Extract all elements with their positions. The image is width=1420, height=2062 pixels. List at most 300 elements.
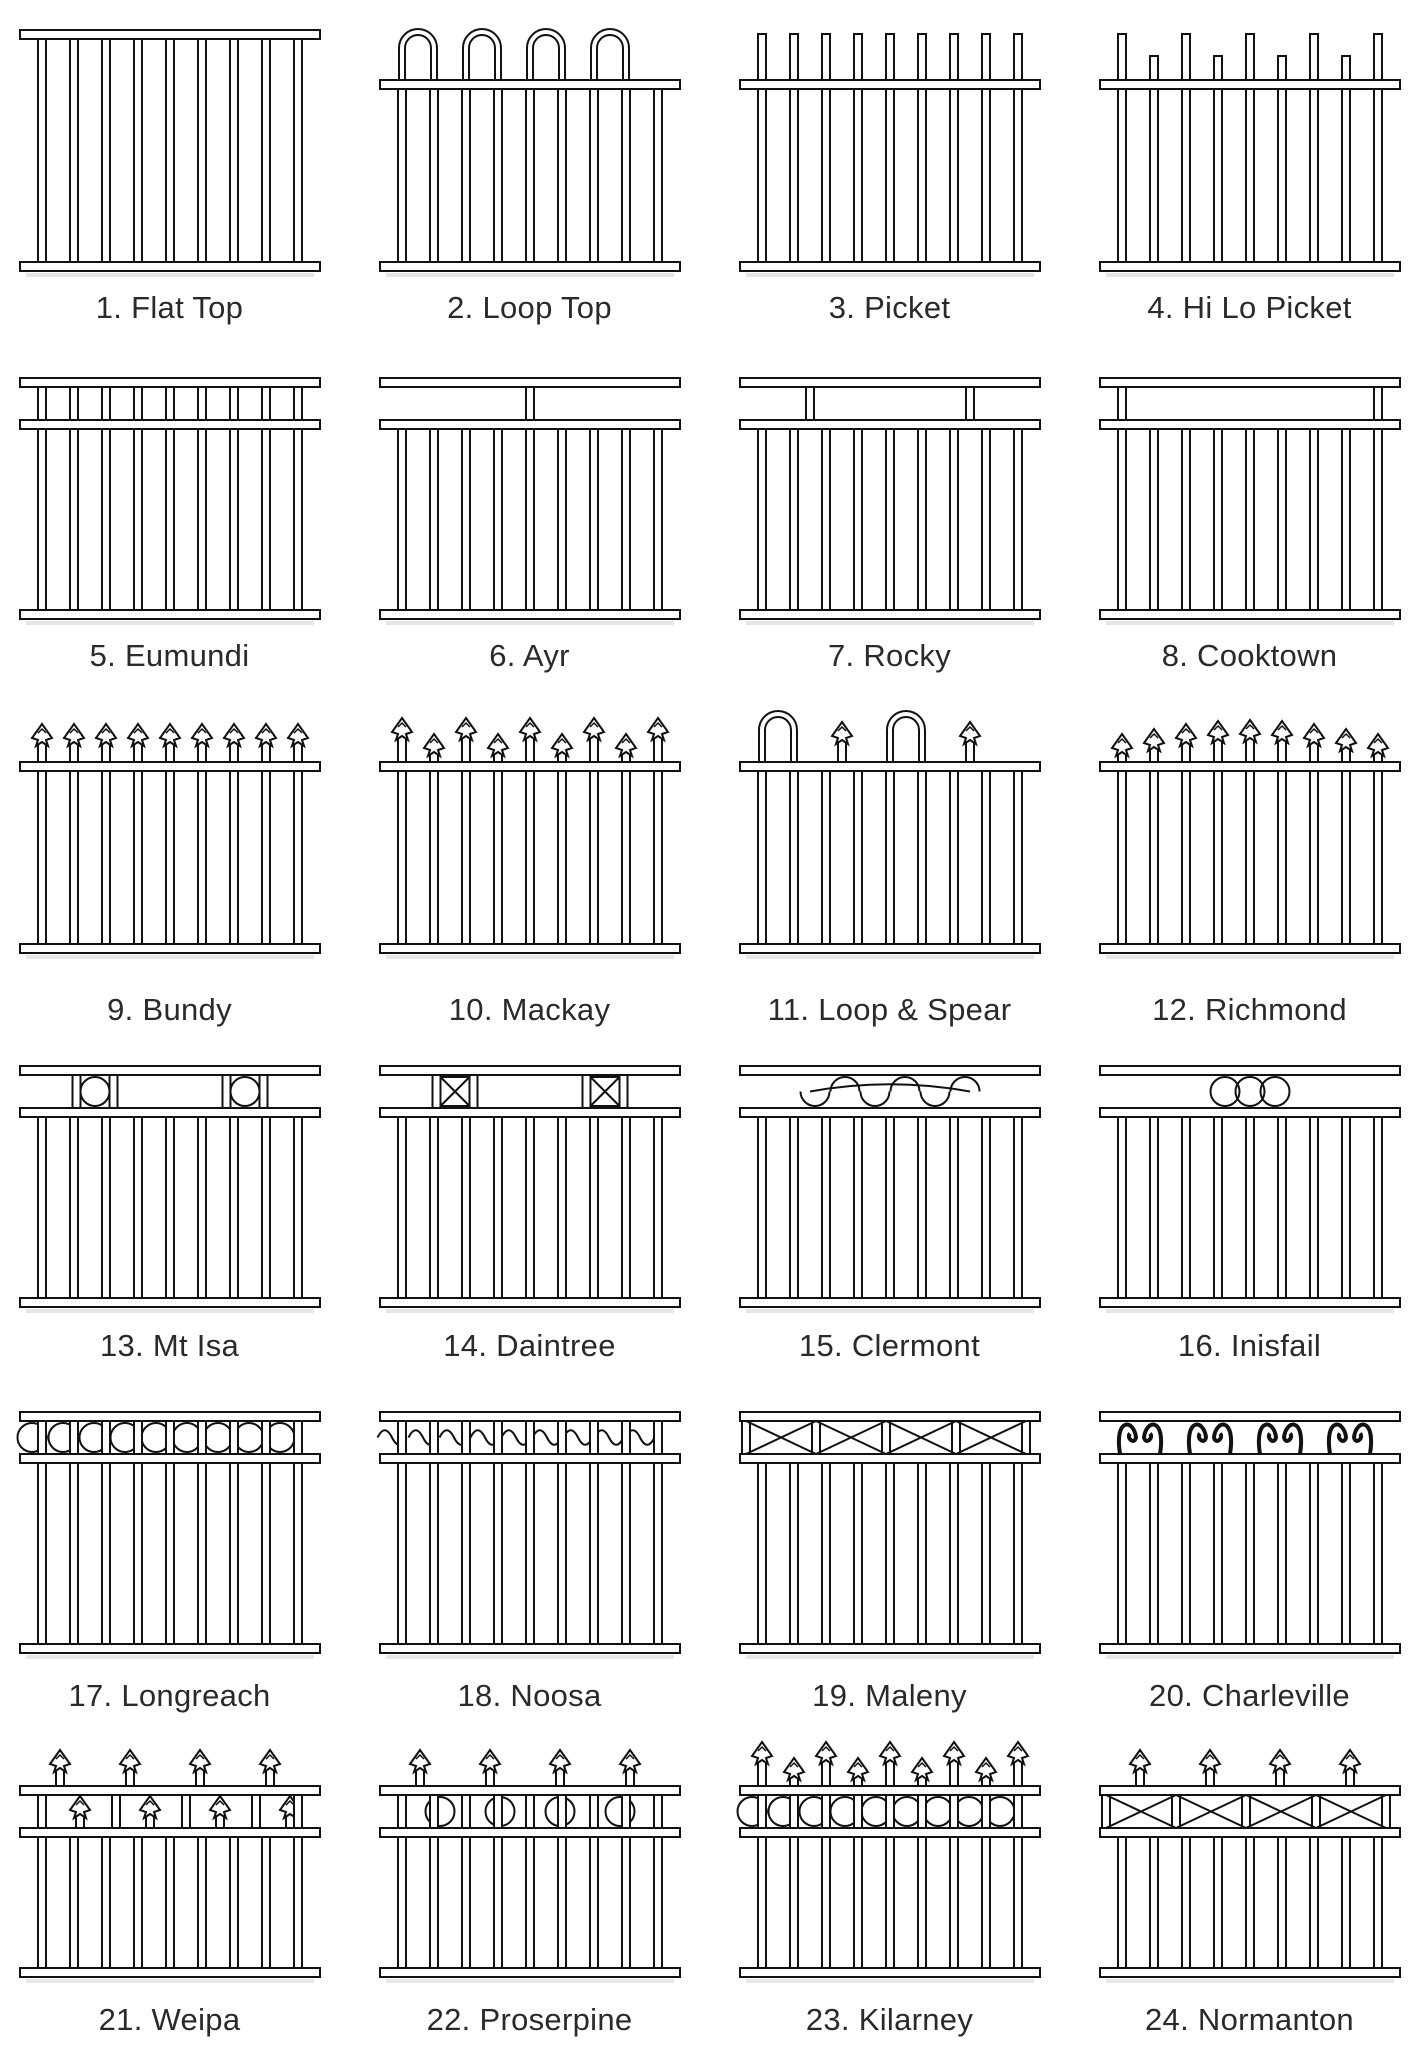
picket: [854, 1463, 862, 1644]
band-post: [470, 1075, 478, 1108]
mid-rail: [380, 1454, 680, 1463]
ring-ornament: [204, 1423, 233, 1452]
picket: [1182, 771, 1190, 944]
picket: [590, 1117, 598, 1298]
band-post: [260, 1075, 268, 1108]
picket: [1014, 1837, 1022, 1968]
picket-top: [822, 34, 830, 80]
spear-finial-icon: [832, 722, 852, 744]
band-post: [1374, 387, 1382, 420]
picket: [430, 1463, 438, 1644]
picket: [1150, 1117, 1158, 1298]
spear-finial-icon: [976, 1758, 996, 1780]
fence-style-8-drawing: [1100, 378, 1400, 638]
picket: [558, 429, 566, 610]
fence-style-6-drawing: [380, 378, 680, 638]
picket: [462, 429, 470, 610]
picket: [1278, 89, 1286, 262]
fence-style-16: [1072, 1066, 1420, 1388]
spear-finial-icon: [480, 1750, 500, 1772]
picket: [822, 1463, 830, 1644]
top-rail: [20, 1066, 320, 1075]
picket: [982, 1463, 990, 1644]
picket: [790, 429, 798, 610]
band-post: [558, 1421, 566, 1454]
picket: [1150, 89, 1158, 262]
spear-finial-icon: [1144, 729, 1164, 751]
x-ornament: [1106, 1795, 1176, 1828]
picket: [950, 1837, 958, 1968]
picket: [654, 1837, 662, 1968]
band-post: [1172, 1795, 1180, 1828]
fence-style-22: [352, 1736, 707, 2062]
bottom-rail: [20, 1968, 320, 1977]
curl-ornament: [1214, 1425, 1231, 1454]
top-rail: [380, 762, 680, 771]
picket: [1118, 771, 1126, 944]
bottom-rail: [1100, 944, 1400, 953]
top-rail: [20, 1412, 320, 1421]
spear-finial-icon: [424, 734, 444, 756]
picket: [1214, 89, 1222, 262]
picket: [622, 89, 630, 262]
picket: [822, 771, 830, 944]
picket: [1182, 1837, 1190, 1968]
picket: [918, 89, 926, 262]
fence-style-23: [712, 1736, 1067, 2062]
picket: [38, 39, 46, 262]
bottom-rail: [380, 944, 680, 953]
picket: [398, 1463, 406, 1644]
band-post: [198, 1421, 206, 1454]
bottom-rail: [740, 1968, 1040, 1977]
picket: [1118, 1117, 1126, 1298]
ring-ornament: [231, 1077, 260, 1106]
band-post: [294, 387, 302, 420]
picket: [1374, 771, 1382, 944]
picket: [590, 89, 598, 262]
picket: [558, 1463, 566, 1644]
picket: [1118, 89, 1126, 262]
picket: [526, 429, 534, 610]
band-post: [73, 1075, 81, 1108]
picket: [166, 39, 174, 262]
finial-stem: [838, 740, 846, 762]
spear-finial-icon: [944, 1742, 964, 1764]
fence-style-11-drawing: [740, 712, 1040, 972]
picket: [494, 1837, 502, 1968]
top-rail: [20, 30, 320, 39]
band-post: [182, 1795, 190, 1828]
picket: [886, 89, 894, 262]
fence-style-24-drawing: [1100, 1736, 1400, 1996]
spear-finial-icon: [410, 1750, 430, 1772]
picket: [166, 1117, 174, 1298]
picket: [294, 1463, 302, 1644]
spear-finial-icon: [488, 734, 508, 756]
picket: [398, 1117, 406, 1298]
band-post: [790, 1795, 798, 1828]
finial-stem: [654, 736, 662, 762]
picket: [398, 1837, 406, 1968]
band-post: [1118, 387, 1126, 420]
mid-rail: [1100, 1454, 1400, 1463]
spear-finial-icon: [848, 1758, 868, 1780]
spear-finial-icon: [1368, 734, 1388, 756]
band-post: [1382, 1795, 1390, 1828]
ground-shadow: [26, 1309, 314, 1313]
picket: [918, 1837, 926, 1968]
picket: [294, 429, 302, 610]
bottom-rail: [380, 1644, 680, 1653]
picket: [758, 89, 766, 262]
band-post: [494, 1795, 502, 1828]
mid-rail: [740, 420, 1040, 429]
mid-rail: [740, 1828, 1040, 1837]
picket: [918, 1117, 926, 1298]
band-post: [1014, 1795, 1022, 1828]
loop-top-inner: [530, 32, 562, 80]
picket: [262, 1837, 270, 1968]
picket: [622, 1837, 630, 1968]
band-post: [223, 1075, 231, 1108]
wave-ornament: [564, 1430, 593, 1445]
finial-stem: [822, 1760, 830, 1786]
spear-finial-icon: [1272, 721, 1292, 743]
cross-ornament: [441, 1077, 470, 1106]
band-post: [70, 387, 78, 420]
picket: [70, 1837, 78, 1968]
picket: [134, 39, 142, 262]
picket: [134, 1837, 142, 1968]
band-post: [430, 1795, 438, 1828]
picket: [1014, 1463, 1022, 1644]
spear-finial-icon: [1240, 720, 1260, 742]
band-post: [134, 1421, 142, 1454]
picket: [1214, 429, 1222, 610]
picket: [1150, 1463, 1158, 1644]
band-post: [262, 1421, 270, 1454]
picket: [622, 1117, 630, 1298]
spear-finial-icon: [1208, 721, 1228, 743]
picket: [1310, 771, 1318, 944]
finial-stem: [886, 1760, 894, 1786]
band-post: [38, 1795, 46, 1828]
picket-top: [1118, 34, 1126, 80]
picket: [70, 1117, 78, 1298]
fence-style-9-drawing: [20, 712, 320, 972]
picket: [430, 771, 438, 944]
spear-finial-icon: [140, 1796, 160, 1818]
picket: [1214, 1463, 1222, 1644]
fence-style-12-label: 12. Richmond: [1152, 992, 1347, 1027]
curl-ornament: [1189, 1425, 1206, 1454]
picket: [758, 429, 766, 610]
band-post: [112, 1795, 120, 1828]
fence-style-5-drawing: [20, 378, 320, 638]
picket: [1310, 429, 1318, 610]
picket: [294, 39, 302, 262]
picket: [1014, 89, 1022, 262]
fence-style-4: [1072, 30, 1420, 350]
ground-shadow: [386, 1309, 674, 1313]
fence-style-15-drawing: [740, 1066, 1040, 1326]
picket-top: [982, 34, 990, 80]
picket: [1246, 771, 1254, 944]
fence-style-19-drawing: [740, 1412, 1040, 1672]
finial-stem: [398, 736, 406, 762]
picket-top: [790, 34, 798, 80]
loop-top-inner: [890, 714, 922, 762]
band-post: [230, 387, 238, 420]
picket: [294, 1117, 302, 1298]
fence-style-18-drawing: [380, 1412, 680, 1672]
finial-stem: [950, 1760, 958, 1786]
picket: [102, 39, 110, 262]
picket: [758, 1463, 766, 1644]
fence-style-18: [352, 1412, 707, 1738]
band-post: [252, 1795, 260, 1828]
picket: [1150, 1837, 1158, 1968]
band-post: [398, 1421, 406, 1454]
fence-style-2: [352, 30, 707, 350]
picket: [526, 1117, 534, 1298]
spear-finial-icon: [552, 734, 572, 756]
x-ornament: [1316, 1795, 1386, 1828]
picket: [1246, 1837, 1254, 1968]
picket: [982, 771, 990, 944]
ring-ornament: [924, 1797, 953, 1826]
picket: [38, 1837, 46, 1968]
curl-ornament: [1329, 1425, 1346, 1454]
picket-top: [1342, 56, 1350, 80]
picket: [886, 429, 894, 610]
fence-style-7-label: 7. Rocky: [828, 638, 951, 673]
picket: [822, 1837, 830, 1968]
fence-style-9: [0, 712, 347, 1052]
band-post: [462, 1795, 470, 1828]
picket: [230, 1117, 238, 1298]
picket: [294, 771, 302, 944]
band-post: [38, 1421, 46, 1454]
picket-top: [758, 34, 766, 80]
picket: [494, 89, 502, 262]
fence-style-13: [0, 1066, 347, 1388]
picket: [430, 429, 438, 610]
picket: [982, 429, 990, 610]
top-rail: [1100, 378, 1400, 387]
picket: [654, 1463, 662, 1644]
picket: [1182, 1463, 1190, 1644]
ground-shadow: [386, 955, 674, 959]
picket: [198, 429, 206, 610]
top-rail: [740, 1066, 1040, 1075]
picket: [1278, 1463, 1286, 1644]
picket: [262, 39, 270, 262]
fence-style-9-label: 9. Bundy: [107, 992, 232, 1027]
picket: [70, 1463, 78, 1644]
picket: [822, 89, 830, 262]
ground-shadow: [1106, 273, 1394, 277]
spear-finial-icon: [520, 718, 540, 740]
fence-style-7: [712, 378, 1067, 698]
spear-finial-icon: [620, 1750, 640, 1772]
bottom-rail: [740, 262, 1040, 271]
picket: [430, 1837, 438, 1968]
picket: [1150, 429, 1158, 610]
picket: [398, 429, 406, 610]
spear-finial-icon: [816, 1742, 836, 1764]
fence-style-17-label: 17. Longreach: [68, 1678, 271, 1713]
spear-finial-icon: [70, 1796, 90, 1818]
spear-finial-icon: [392, 718, 412, 740]
band-post: [1312, 1795, 1320, 1828]
ground-shadow: [1106, 1655, 1394, 1659]
ground-shadow: [1106, 1979, 1394, 1983]
spear-finial-icon: [1112, 734, 1132, 756]
fence-style-22-drawing: [380, 1736, 680, 1996]
picket: [1374, 429, 1382, 610]
ground-shadow: [746, 621, 1034, 625]
band-post: [1242, 1795, 1250, 1828]
picket: [886, 1117, 894, 1298]
band-post: [230, 1421, 238, 1454]
fence-style-20-label: 20. Charleville: [1149, 1678, 1350, 1713]
picket: [590, 1837, 598, 1968]
picket: [654, 429, 662, 610]
fence-style-10-label: 10. Mackay: [448, 992, 611, 1027]
fence-style-5-label: 5. Eumundi: [89, 638, 250, 673]
picket: [262, 1117, 270, 1298]
spear-finial-icon: [32, 724, 52, 746]
scroll-chain: [801, 1077, 980, 1106]
fence-style-6: [352, 378, 707, 698]
finial-stem: [526, 736, 534, 762]
spear-finial-icon: [456, 718, 476, 740]
picket: [1278, 429, 1286, 610]
picket: [1374, 1463, 1382, 1644]
picket: [1342, 1463, 1350, 1644]
fence-style-12: [1072, 712, 1420, 1052]
picket: [430, 89, 438, 262]
fence-style-19: [712, 1412, 1067, 1738]
band-post: [654, 1795, 662, 1828]
picket: [494, 1463, 502, 1644]
finial-stem: [1014, 1760, 1022, 1786]
top-rail: [20, 762, 320, 771]
band-post: [198, 387, 206, 420]
picket-top: [1014, 34, 1022, 80]
picket: [262, 771, 270, 944]
bottom-rail: [1100, 610, 1400, 619]
band-post: [294, 1421, 302, 1454]
finial-stem: [462, 736, 470, 762]
picket: [982, 1837, 990, 1968]
fence-style-16-label: 16. Inisfail: [1177, 1328, 1322, 1363]
bottom-rail: [20, 610, 320, 619]
mid-rail: [380, 420, 680, 429]
top-rail: [740, 1786, 1040, 1795]
picket: [822, 1117, 830, 1298]
picket: [654, 771, 662, 944]
ground-shadow: [746, 1655, 1034, 1659]
band-post: [1102, 1795, 1110, 1828]
band-post: [806, 387, 814, 420]
x-ornament: [1246, 1795, 1316, 1828]
band-post: [982, 1795, 990, 1828]
fence-style-20-drawing: [1100, 1412, 1400, 1672]
x-ornament: [1176, 1795, 1246, 1828]
picket: [102, 1463, 110, 1644]
picket: [1374, 1117, 1382, 1298]
cross-ornament: [591, 1077, 620, 1106]
picket: [1182, 1117, 1190, 1298]
picket: [1118, 1837, 1126, 1968]
band-post: [822, 1795, 830, 1828]
fence-style-24-label: 24. Normanton: [1145, 2002, 1354, 2037]
mid-rail: [20, 1828, 320, 1837]
fence-style-12-drawing: [1100, 712, 1400, 972]
fence-style-14: [352, 1066, 707, 1388]
fence-style-21-label: 21. Weipa: [98, 2002, 241, 2037]
picket-top: [1182, 34, 1190, 80]
picket: [822, 429, 830, 610]
top-rail: [1100, 1786, 1400, 1795]
picket: [494, 771, 502, 944]
picket-top: [918, 34, 926, 80]
picket: [230, 429, 238, 610]
picket: [1150, 771, 1158, 944]
fence-style-21: [0, 1736, 347, 2062]
picket: [134, 1463, 142, 1644]
loop-top-inner: [466, 32, 498, 80]
picket: [1118, 429, 1126, 610]
bottom-rail: [1100, 1298, 1400, 1307]
band-post: [620, 1075, 628, 1108]
spear-finial-icon: [960, 722, 980, 744]
spear-finial-icon: [550, 1750, 570, 1772]
mid-rail: [380, 1108, 680, 1117]
picket: [102, 1837, 110, 1968]
spear-finial-icon: [784, 1758, 804, 1780]
picket: [38, 1463, 46, 1644]
picket: [1246, 1463, 1254, 1644]
picket: [1310, 1837, 1318, 1968]
picket: [1310, 1117, 1318, 1298]
top-rail: [380, 1412, 680, 1421]
picket: [166, 1837, 174, 1968]
ground-shadow: [746, 955, 1034, 959]
picket: [790, 89, 798, 262]
picket: [590, 429, 598, 610]
picket: [526, 771, 534, 944]
fence-style-19-label: 19. Maleny: [812, 1678, 967, 1713]
band-post: [918, 1795, 926, 1828]
picket: [398, 771, 406, 944]
picket: [102, 771, 110, 944]
picket: [134, 429, 142, 610]
fence-style-1-label: 1. Flat Top: [95, 290, 244, 325]
picket: [526, 89, 534, 262]
loop-top-inner: [594, 32, 626, 80]
picket: [1214, 1117, 1222, 1298]
fence-style-14-drawing: [380, 1066, 680, 1326]
picket: [558, 1837, 566, 1968]
picket: [758, 771, 766, 944]
curl-ornament: [1354, 1425, 1371, 1454]
picket-top: [1214, 56, 1222, 80]
picket: [430, 1117, 438, 1298]
